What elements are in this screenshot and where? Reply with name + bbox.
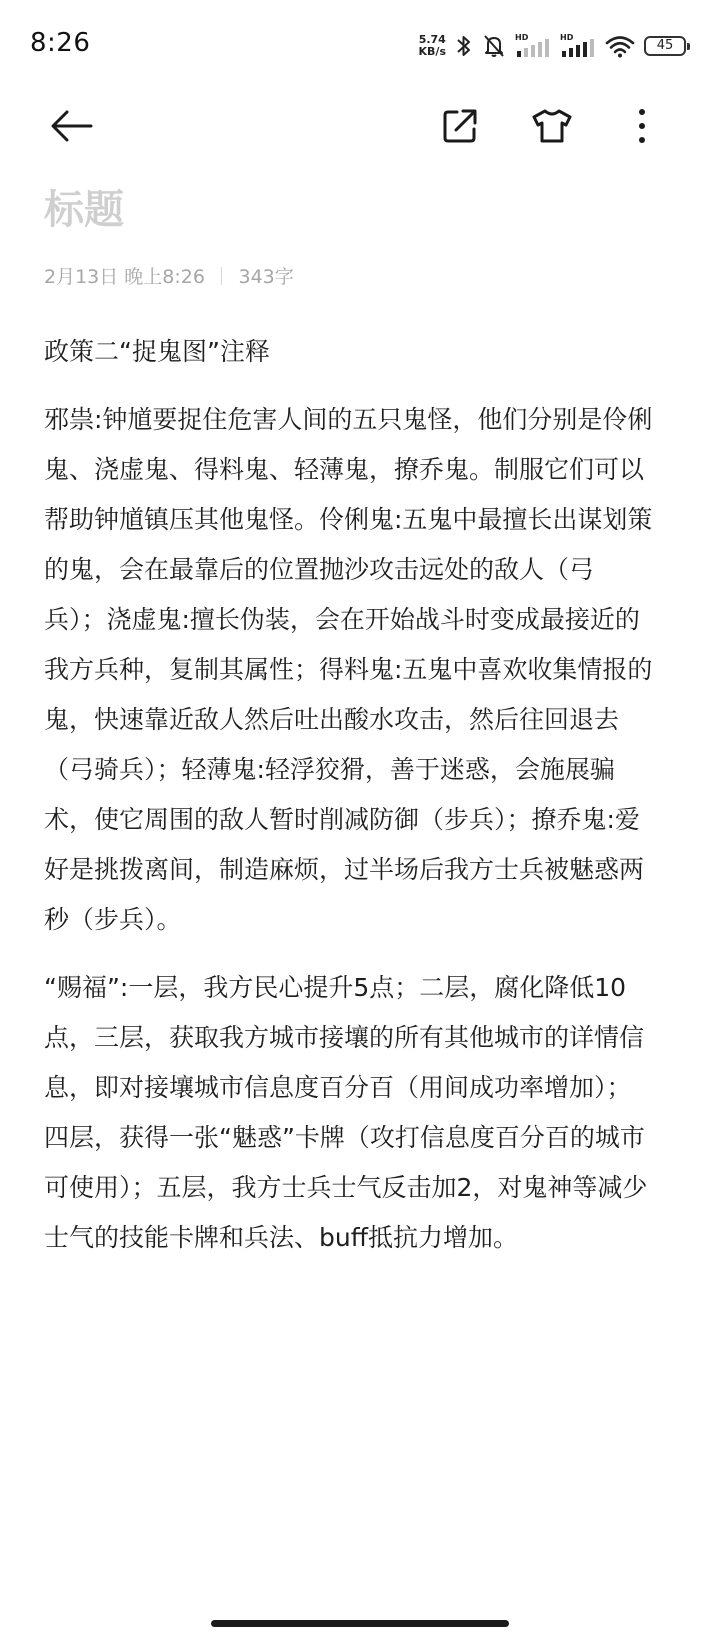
sim2-hd-label: HD: [560, 33, 574, 42]
status-icons: [419, 31, 686, 61]
signal-sim2: [560, 33, 596, 59]
bluetooth-icon: [455, 33, 473, 59]
meta-divider: [221, 267, 223, 285]
theme-button[interactable]: [520, 94, 584, 158]
note-word-count: 343字: [238, 266, 294, 288]
note-body-editor[interactable]: [44, 327, 654, 1281]
note-toolbar: [0, 92, 720, 172]
home-indicator[interactable]: [211, 1620, 509, 1627]
note-paragraph: 政策二“捉鬼图”注释: [44, 337, 270, 366]
more-button[interactable]: [610, 94, 674, 158]
back-button[interactable]: [40, 94, 104, 158]
wifi-icon: [605, 34, 635, 58]
more-icon: [637, 108, 647, 144]
battery-icon: 45: [644, 36, 686, 56]
signal-icon: [517, 39, 549, 57]
status-bar: [0, 0, 720, 92]
share-button[interactable]: [428, 94, 492, 158]
back-arrow-icon: [51, 109, 93, 143]
note-paragraph: “赐福”:一层，我方民心提升5点；二层，腐化降低10点，三层，获取我方城市接壤的所有其他城市的详情信息，即对接壤城市信息度百分百（用间成功率增加）；四层，获得一张“魅惑”卡牌（攻打信息度百分百的城市可使用）；五层，我方士兵士气反击加2，对鬼神等减少士气的技能卡牌和兵法、buff抵抗力增加。: [44, 973, 648, 1252]
note-meta: [44, 262, 294, 289]
signal-icon: [562, 39, 594, 57]
net-speed: [419, 34, 446, 58]
theme-shirt-icon: [532, 108, 572, 144]
share-icon: [442, 108, 478, 144]
note-title-input[interactable]: 标题: [44, 187, 124, 233]
status-time: 8:26: [30, 28, 91, 58]
net-speed-value: 5.74: [418, 33, 446, 46]
sim1-hd-label: HD: [515, 33, 529, 42]
net-speed-unit: KB/s: [418, 45, 446, 58]
mute-icon: [482, 33, 506, 59]
signal-sim1: [515, 33, 551, 59]
note-date: 2月13日 晚上8:26: [44, 266, 205, 288]
note-paragraph: 邪祟:钟馗要捉住危害人间的五只鬼怪，他们分别是伶俐鬼、浇虚鬼、得料鬼、轻薄鬼，撩乔鬼。制服它们可以帮助钟馗镇压其他鬼怪。伶俐鬼:五鬼中最擅长出谋划策的鬼，会在最靠后的位置抛沙攻击远处的敌人（弓兵）；浇虚鬼:擅长伪装，会在开始战斗时变成最接近的我方兵种，复制其属性；得料鬼:五鬼中喜欢收集情报的鬼，快速靠近敌人然后吐出酸水攻击，然后往回退去（弓骑兵）；轻薄鬼:轻浮狡猾，善于迷惑，会施展骗术，使它周围的敌人暂时削减防御（步兵）；撩乔鬼:爱好是挑拨离间，制造麻烦，过半场后我方士兵被魅惑两秒（步兵）。: [44, 405, 653, 934]
